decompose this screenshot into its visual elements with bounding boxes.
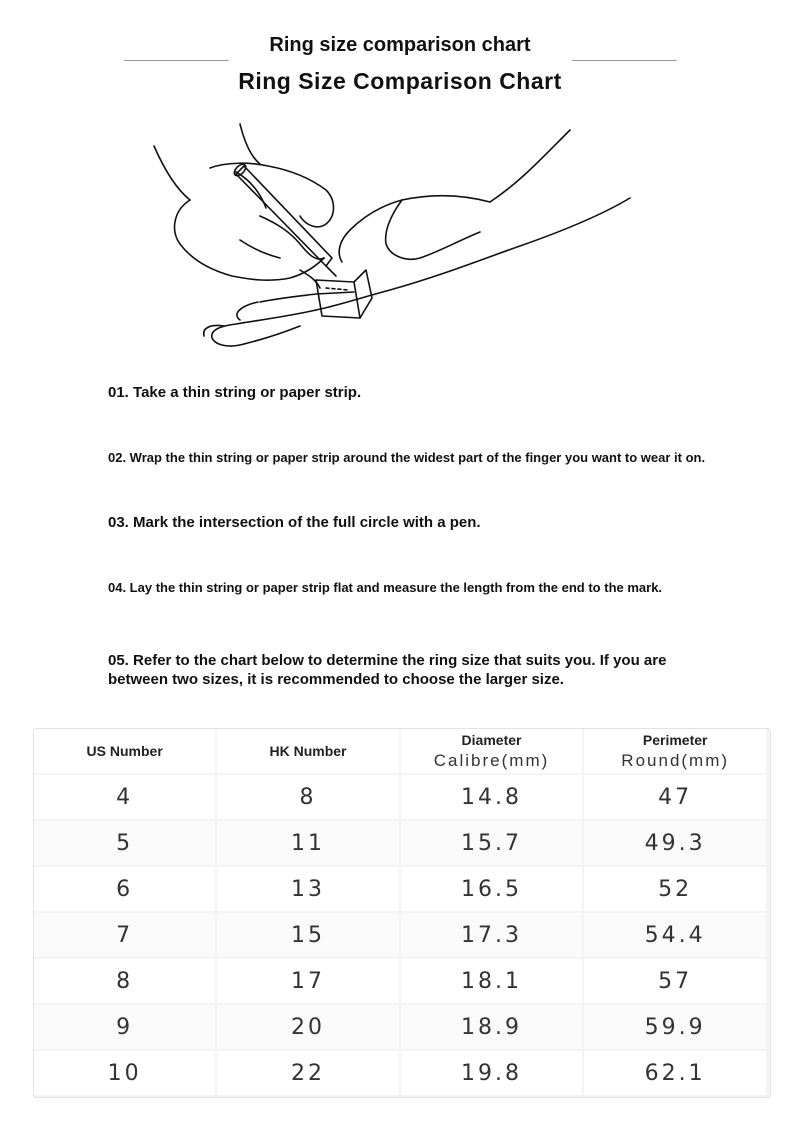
instruction-step-1: 01. Take a thin string or paper strip. (108, 384, 362, 401)
hk-number-cell: 17 (217, 959, 398, 1003)
header-sub-label: Round(mm) (621, 750, 730, 770)
instruction-step-3: 03. Mark the intersection of the full circle with a pen. (108, 514, 481, 531)
diameter-cell: 17.3 (401, 913, 583, 957)
header-label: HK Number (269, 743, 347, 759)
instruction-step-5: 05. Refer to the chart below to determine the ring size that suits you. If you are between two sizes, it is recommended to choose the larger size. (108, 652, 667, 688)
hk-number-cell: 13 (217, 867, 398, 911)
hk-number-cell: 11 (217, 821, 398, 865)
table-row (34, 1051, 766, 1095)
us-number-cell: 7 (34, 913, 215, 957)
diameter-cell: 18.9 (401, 1005, 583, 1049)
table-row (34, 959, 766, 1003)
diameter-cell: 14.8 (401, 775, 583, 819)
perimeter-cell: 54.4 (584, 913, 766, 957)
table-row (34, 913, 766, 957)
hk-number-cell: 20 (217, 1005, 398, 1049)
us-number-cell: 6 (34, 867, 215, 911)
header-label: Perimeter (642, 731, 708, 748)
perimeter-cell: 52 (584, 867, 766, 911)
header-label: Diameter (461, 731, 522, 748)
title-divider-right (572, 60, 677, 61)
diameter-cell: 16.5 (401, 867, 583, 911)
ring-size-table (33, 728, 771, 1098)
table-row (34, 821, 766, 865)
instruction-step-2: 02. Wrap the thin string or paper strip around the widest part of the finger you want to wear it on. (108, 450, 706, 465)
table-header-row (34, 729, 766, 773)
instruction-step-4: 04. Lay the thin string or paper strip flat and measure the length from the end to the mark. (108, 580, 663, 595)
chart-title-small: Ring size comparison chart (269, 34, 531, 56)
table-row (34, 867, 766, 911)
perimeter-cell: 59.9 (584, 1005, 766, 1049)
header-diameter (401, 729, 583, 773)
perimeter-cell: 49.3 (584, 821, 766, 865)
header-us-number (34, 729, 215, 773)
us-number-cell: 4 (34, 775, 215, 819)
hand-measuring-finger-icon (140, 120, 660, 360)
perimeter-cell: 57 (584, 959, 766, 1003)
hk-number-cell: 15 (217, 913, 398, 957)
table-row (34, 775, 766, 819)
header-sub-label: Calibre(mm) (433, 750, 550, 770)
us-number-cell: 8 (34, 959, 215, 1003)
table-row (34, 1005, 766, 1049)
header-hk-number (217, 729, 398, 773)
header-label: US Number (86, 743, 163, 759)
diameter-cell: 18.1 (401, 959, 583, 1003)
perimeter-cell: 47 (584, 775, 766, 819)
us-number-cell: 5 (34, 821, 215, 865)
title-row (0, 32, 800, 64)
us-number-cell: 10 (34, 1051, 215, 1095)
header-perimeter (584, 729, 766, 773)
diameter-cell: 15.7 (401, 821, 583, 865)
diameter-cell: 19.8 (401, 1051, 583, 1095)
perimeter-cell: 62.1 (584, 1051, 766, 1095)
chart-title: Ring Size Comparison Chart (238, 68, 562, 94)
hk-number-cell: 8 (217, 775, 398, 819)
hk-number-cell: 22 (217, 1051, 398, 1095)
us-number-cell: 9 (34, 1005, 215, 1049)
title-divider-left (124, 60, 229, 61)
